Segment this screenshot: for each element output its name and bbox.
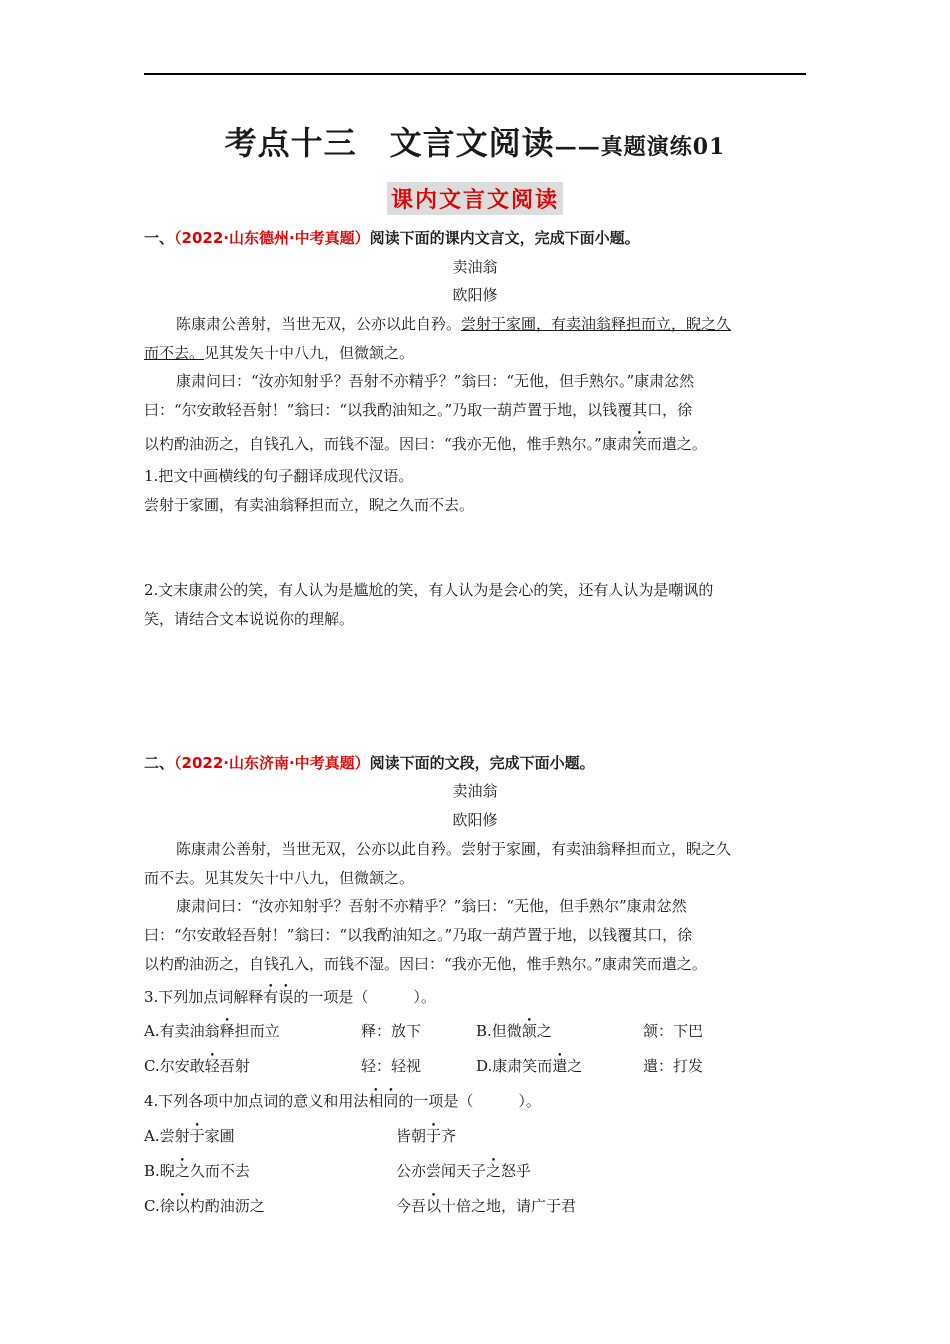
q1-paragraph-2-line-1: 康肃问曰：“汝亦知射乎？吾射不亦精乎？”翁曰：“无他，但手熟尔。”康肃忿然 [176,372,695,390]
q3-option-d [476,1056,582,1076]
q3-option-a [144,1021,280,1041]
q3-option-b-gloss: 颔：下巴 [643,1022,704,1040]
opt-text: A.有卖油翁 [144,1022,220,1040]
q1-heading [144,228,640,248]
dotted-word: 相 [368,1092,384,1110]
opt-text: 久而不去 [189,1162,250,1180]
q2-passage-author: 欧阳修 [452,811,498,829]
opt-text: 之 [536,1022,552,1040]
q2-instruction: 阅读下面的文段，完成下面小题。 [369,754,595,772]
q3-option-c-gloss: 轻：轻视 [361,1057,422,1075]
q2-paragraph-2-line-1: 康肃问曰：“汝亦知射乎？吾射不亦精乎？”翁曰：“无他，但手熟尔”康肃忿然 [176,897,687,915]
q1-paragraph-1-line-2 [144,343,414,363]
q4-option-a-left [144,1126,235,1146]
q1-p1-text: 陈康肃公善射，当世无双，公亦以此自矜。 [176,315,462,333]
opt-text: B.但微 [476,1022,522,1040]
q1-question-2-line-2: 笑，请结合文本说说你的理解。 [144,610,355,628]
q1-underlined-sentence-b: 而不去。 [144,344,205,362]
q2-number: 二、 [144,754,175,772]
opt-text: 之 [567,1057,583,1075]
q2-source: （2022·山东济南·中考真题） [174,754,370,772]
dotted-word: 同 [383,1092,399,1110]
q4-option-c-right [396,1196,576,1216]
q3-option-c [144,1056,250,1076]
opt-text: A.尝射 [144,1127,190,1145]
dotted-word: 之 [486,1162,502,1180]
q4-option-b-left [144,1161,250,1181]
q4-option-a-right [396,1126,456,1146]
dotted-word: 遣 [552,1057,568,1075]
q1-p2c-post: 而遣之。 [646,435,707,453]
q1-source: （2022·山东德州·中考真题） [174,229,370,247]
q1-question-1-sentence: 尝射于家圃，有卖油翁释担而立，睨之久而不去。 [144,496,475,514]
q3-option-d-gloss: 遣：打发 [643,1057,704,1075]
opt-text: 杓酌油沥之 [189,1197,265,1215]
section-heading-wrap [0,182,950,215]
dotted-word: 以 [426,1197,442,1215]
q2-paragraph-2-line-3: 以杓酌油沥之，自钱孔入，而钱不湿。因曰：“我亦无他，惟手熟尔。”康肃笑而遣之。 [144,955,707,973]
q1-paragraph-2-line-3 [144,434,707,454]
opt-text: 皆朝 [396,1127,427,1145]
q1-underlined-sentence-a: 尝射于家圃，有卖油翁释担而立，睨之久 [461,315,732,333]
q3-option-a-gloss: 释：放下 [361,1022,422,1040]
q3-post: 的一项是（ ）。 [293,988,436,1006]
q1-question-1: 1.把文中画横线的句子翻译成现代汉语。 [144,467,414,485]
q4-pre: 4.下列各项中加点词的意义和用法 [144,1092,369,1110]
opt-text: C.尔安敢 [144,1057,205,1075]
dotted-word: 释 [219,1022,235,1040]
page-title [0,118,950,164]
opt-text: D.康肃笑而 [476,1057,553,1075]
q4-option-b-right [396,1161,531,1181]
dotted-word: 笑 [631,435,647,453]
title-sub: ——真题演练01 [554,134,726,160]
q4-prompt [144,1091,541,1111]
dotted-word: 于 [426,1127,442,1145]
opt-text: B.睨 [144,1162,175,1180]
opt-text: 今吾 [396,1197,427,1215]
q1-p1-text-end: 见其发矢十中八九，但微颔之。 [204,344,415,362]
q1-number: 一、 [144,229,175,247]
opt-text: 公亦尝闻天子 [396,1162,487,1180]
dotted-word: 轻 [204,1057,220,1075]
q1-paragraph-2-line-2: 曰：“尔安敢轻吾射！”翁曰：“以我酌油知之。”乃取一葫芦置于地，以钱覆其口，徐 [144,401,693,419]
opt-text: 担而立 [234,1022,280,1040]
opt-text: 怒乎 [501,1162,532,1180]
q2-paragraph-2-line-2: 曰：“尔安敢轻吾射！”翁曰：“以我酌油知之。”乃取一葫芦置于地，以钱覆其口，徐 [144,926,693,944]
q4-post: 的一项是（ ）。 [398,1092,541,1110]
opt-text: 家圃 [204,1127,235,1145]
q1-passage-title: 卖油翁 [452,258,498,276]
q3-prompt [144,987,436,1007]
dotted-word: 有 [263,988,279,1006]
opt-text: 吾射 [219,1057,250,1075]
opt-text: 十倍之地，请广于君 [441,1197,577,1215]
dotted-word: 以 [174,1197,190,1215]
top-rule [144,73,806,75]
q2-paragraph-1-line-1: 陈康肃公善射，当世无双，公亦以此自矜。尝射于家圃，有卖油翁释担而立，睨之久 [176,840,732,858]
q2-passage-title: 卖油翁 [452,782,498,800]
q1-passage-author: 欧阳修 [452,286,498,304]
q3-option-b [476,1021,552,1041]
dotted-word: 颔 [521,1022,537,1040]
title-main: 考点十三 文言文阅读 [224,124,555,162]
q2-paragraph-1-line-2: 而不去。见其发矢十中八九，但微颔之。 [144,869,415,887]
opt-text: C.徐 [144,1197,175,1215]
q1-instruction: 阅读下面的课内文言文，完成下面小题。 [369,229,640,247]
opt-text: 齐 [441,1127,457,1145]
dotted-word: 之 [174,1162,190,1180]
q1-paragraph-1-line-1 [176,314,731,334]
q3-pre: 3.下列加点词解释 [144,988,264,1006]
q4-option-c-left [144,1196,265,1216]
q1-question-2-line-1: 2.文末康肃公的笑，有人认为是尴尬的笑，有人认为是会心的笑，还有人认为是嘲讽的 [144,581,714,599]
dotted-word: 于 [189,1127,205,1145]
section-heading: 课内文言文阅读 [387,182,563,215]
q1-p2c-pre: 以杓酌油沥之，自钱孔入，而钱不湿。因曰：“我亦无他，惟手熟尔。”康肃 [144,435,632,453]
q2-heading [144,753,595,773]
dotted-word: 误 [278,988,294,1006]
